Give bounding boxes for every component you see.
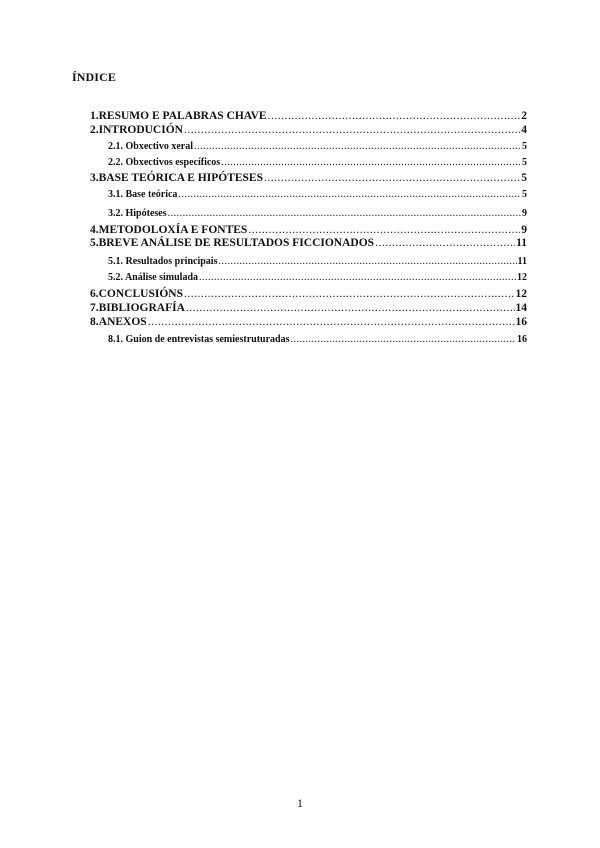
dot-leader: [248, 224, 520, 237]
toc-entry-page: 5: [521, 172, 527, 184]
toc-entry-number: 6.: [90, 288, 99, 300]
dot-leader: [148, 316, 515, 329]
dot-leader: [199, 271, 516, 284]
toc-heading: ÍNDICE: [72, 70, 116, 84]
dot-leader: [178, 188, 521, 201]
toc-entry-5-1[interactable]: [108, 255, 527, 268]
toc-entry-7[interactable]: [90, 302, 527, 315]
toc-entry-8-1[interactable]: [108, 333, 527, 346]
dot-leader: [221, 156, 521, 169]
dot-leader: [218, 255, 516, 268]
toc-entry-label: 2.1. Obxectivo xeral: [108, 141, 193, 152]
toc-entry-page: 9: [522, 208, 527, 219]
toc-entry-label: METODOLOXÍA E FONTES: [98, 224, 248, 236]
toc-entry-2-2[interactable]: [108, 156, 527, 169]
toc-entry-label: 8.1. Guion de entrevistas semiestruturadas: [108, 334, 290, 345]
toc-entry-number: 7.: [90, 302, 99, 314]
toc-entry-label: RESUMO E PALABRAS CHAVE: [98, 110, 267, 122]
toc-entry-label: 3.1. Base teórica: [108, 189, 178, 200]
toc-entry-page: 14: [515, 302, 527, 314]
toc-entry-label: BREVE ANÁLISE DE RESULTADOS FICCIONADOS: [98, 237, 375, 249]
toc-entry-number: 8.: [90, 316, 99, 328]
toc-entry-3[interactable]: [90, 172, 527, 185]
dot-leader: [184, 124, 520, 137]
toc-entry-page: 5: [522, 157, 527, 168]
toc-entry-5-2[interactable]: [108, 271, 527, 284]
toc-entry-label: 2.2. Obxectivos específicos: [108, 157, 221, 168]
dot-leader: [194, 140, 521, 153]
toc-entry-page: 11: [516, 237, 527, 249]
toc-entry-label: 3.2. Hipóteses: [108, 208, 167, 219]
toc-entry-2-1[interactable]: [108, 140, 527, 153]
toc-entry-1[interactable]: [90, 110, 527, 123]
toc-entry-6[interactable]: [90, 288, 527, 301]
toc-entry-number: 5.: [90, 237, 99, 249]
toc-entry-3-1[interactable]: [108, 188, 527, 201]
toc-entry-2[interactable]: [90, 124, 527, 137]
toc-entry-label: BIBLIOGRAFÍA: [98, 302, 185, 314]
toc-entry-label: BASE TEÓRICA E HIPÓTESES: [98, 172, 263, 184]
page-number: 1: [297, 796, 303, 810]
toc-entry-8[interactable]: [90, 316, 527, 329]
dot-leader: [268, 110, 521, 123]
toc-entry-page: 12: [517, 272, 527, 283]
toc-entry-number: 4.: [90, 224, 99, 236]
dot-leader: [168, 207, 521, 220]
toc-entry-label: CONCLUSIÓNS: [98, 288, 183, 300]
toc-entry-page: 4: [521, 124, 527, 136]
toc-entry-page: 11: [517, 256, 527, 267]
dot-leader: [184, 288, 515, 301]
toc-entry-page: 9: [521, 224, 527, 236]
dot-leader: [290, 333, 516, 346]
toc-entry-label: ANEXOS: [98, 316, 147, 328]
toc-entry-page: 5: [522, 189, 527, 200]
toc-entry-page: 16: [515, 316, 527, 328]
toc-entry-label: 5.1. Resultados principais: [108, 256, 218, 267]
toc-entry-5[interactable]: [90, 237, 527, 250]
toc-entry-page: 16: [517, 334, 527, 345]
toc-entry-label: 5.2. Análise simulada: [108, 272, 199, 283]
toc-entry-number: 3.: [90, 172, 99, 184]
toc-entry-number: 2.: [90, 124, 99, 136]
toc-entry-page: 5: [522, 141, 527, 152]
toc-entry-number: 1.: [90, 110, 99, 122]
toc-entry-page: 12: [515, 288, 527, 300]
toc-entry-page: 2: [521, 110, 527, 122]
dot-leader: [375, 237, 515, 250]
toc-entry-label: INTRODUCIÓN: [98, 124, 183, 136]
toc-entry-4[interactable]: [90, 224, 527, 237]
dot-leader: [186, 302, 515, 315]
dot-leader: [264, 172, 520, 185]
toc-entry-3-2[interactable]: [108, 207, 527, 220]
